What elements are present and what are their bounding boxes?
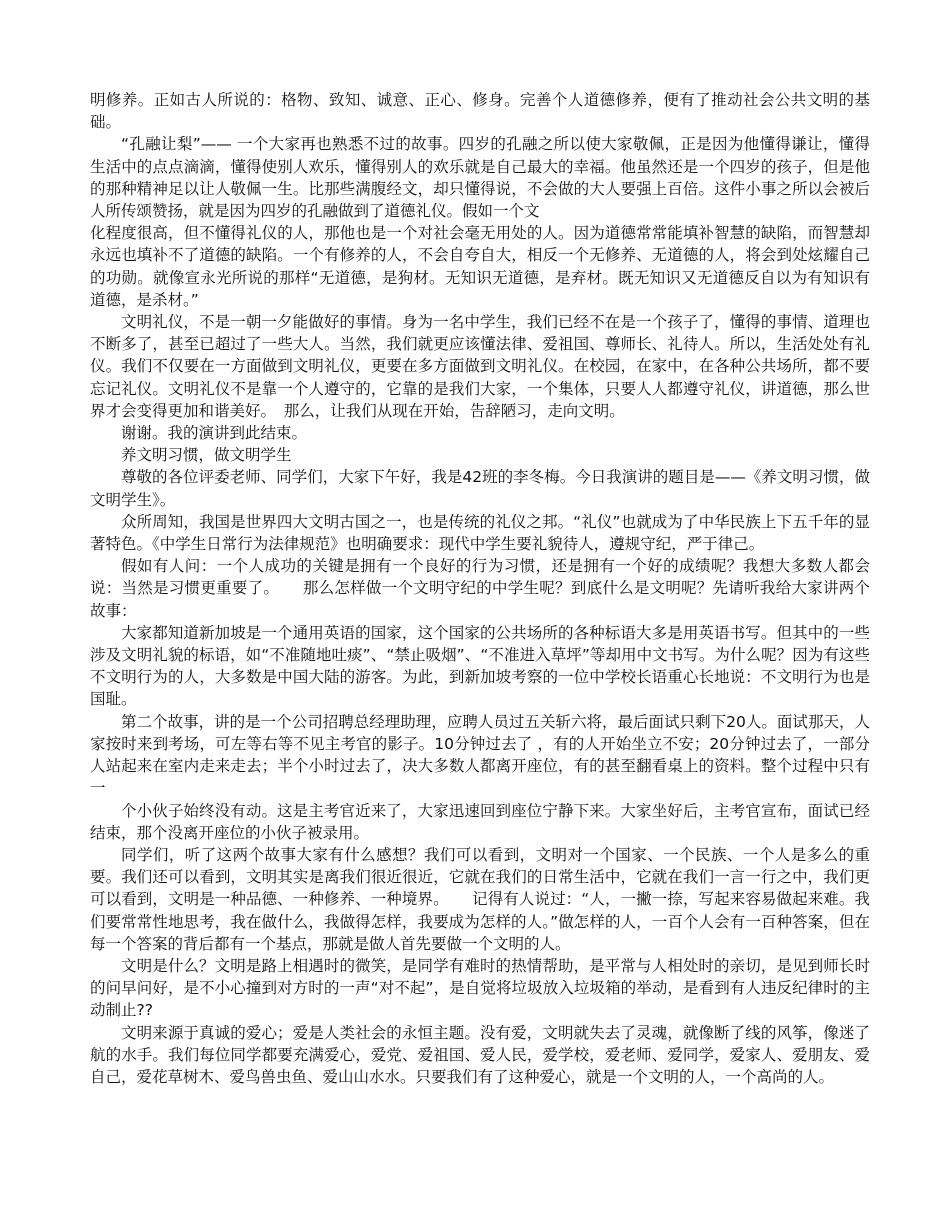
paragraph-9: 假如有人问：一个人成功的关键是拥有一个良好的行为习惯，还是拥有一个好的成绩呢？我想大多数人都会说：当然是习惯更重要了。 那么怎样做一个文明守纪的中学生呢？到底什么是文明呢？先请听我给大家讲两个故事： — [90, 557, 870, 620]
paragraph-7: 尊敬的各位评委老师、同学们，大家下午好，我是42班的李冬梅。今日我演讲的题目是——《养文明习惯，做文明学生》。 — [90, 468, 870, 509]
paragraph-11: 第二个故事，讲的是一个公司招聘总经理助理，应聘人员过五关斩六将，最后面试只剩下20人。面试那天，人家按时来到考场，可左等右等不见主考官的影子。10分钟过去了 ，有的人开始坐立不安；20分钟过去了，一部分人站起来在室内走来走去；半个小时过去了，决大多数人都离开座位，有的甚至翻看桌上的资料。整个过程中只有一 — [90, 712, 870, 798]
paragraph-12: 个小伙子始终没有动。这是主考官近来了，大家迅速回到座位宁静下来。大家坐好后，主考官宣布，面试已经结束，那个没离开座位的小伙子被录用。 — [90, 801, 870, 842]
paragraph-15: 文明来源于真诚的爱心；爱是人类社会的永恒主题。没有爱，文明就失去了灵魂，就像断了线的风筝，像迷了航的水手。我们每位同学都要充满爱心，爱党、爱祖国、爱人民，爱学校，爱老师、爱同学，爱家人、爱朋友、爱自己，爱花草树木、爱鸟兽虫鱼、爱山山水水。只要我们有了这种爱心，就是一个文明的人，一个高尚的人。 — [90, 1023, 870, 1086]
speech-title: 养文明习惯，做文明学生 — [121, 446, 292, 465]
paragraph-1: 明修养。正如古人所说的：格物、致知、诚意、正心、修身。完善个人道德修养，便有了推动社会公共文明的基础。 — [90, 91, 870, 132]
paragraph-8: 众所周知，我国是世界四大文明古国之一，也是传统的礼仪之邦。“礼仪”也就成为了中华民族上下五千年的显著特色。《中学生日常行为法律规范》也明确要求：现代中学生要礼貌待人，遵规守纪，严于律己。 — [90, 512, 870, 554]
paragraph-4: 文明礼仪，不是一朝一夕能做好的事情。身为一名中学生，我们已经不在是一个孩子了，懂得的事情、道理也不断多了，甚至已超过了一些大人。当然，我们就更应该懂法律、爱祖国、尊师长、礼待人。所以，生活处处有礼仪。我们不仅要在一方面做到文明礼仪，更要在多方面做到文明礼仪。在校园，在家中，在各种公共场所，都不要忘记礼仪。文明礼仪不是靠一个人遵守的，它靠的是我们大家，一个集体，只要人人都遵守礼仪，讲道德，那么世界才会变得更加和谐美好。 那么，让我们从现在开始，告辞陋习，走向文明。 — [90, 313, 870, 420]
document-body — [90, 89, 870, 1088]
paragraph-3: 化程度很高，但不懂得礼仪的人，那他也是一个对社会毫无用处的人。因为道德常常能填补智慧的缺陷，而智慧却永远也填补不了道德的缺陷。一个有修养的人，不会自夸自大，相反一个无修养、无道德的人，将会到处炫耀自己的功勋。就像宣永光所说的那样“无道德，是狗材。无知识无道德，是弃材。既无知识又无道德反自以为有知识有道德，是杀材。” — [90, 224, 870, 309]
paragraph-5: 谢谢。我的演讲到此结束。 — [121, 424, 308, 443]
paragraph-2: “孔融让梨”—— 一个大家再也熟悉不过的故事。四岁的孔融之所以使大家敬佩，正是因为他懂得谦让，懂得生活中的点点滴滴，懂得使别人欢乐，懂得别人的欢乐就是自己最大的幸福。他虽然还是一个四岁的孩子，但是他的那种精神足以让人敬佩一生。比那些满腹经文，却只懂得说，不会做的大人要强上百倍。这件小事之所以会被后人所传颂赞扬，就是因为四岁的孔融做到了道德礼仪。假如一个文 — [90, 135, 870, 221]
paragraph-13: 同学们，听了这两个故事大家有什么感想？我们可以看到，文明对一个国家、一个民族、一个人是多么的重要。我们还可以看到，文明其实是离我们很近很近，它就在我们的日常生活中，它就在我们一言一行之中，我们更可以看到，文明是一种品德、一种修养、一种境界。 记得有人说过：“人，一撇一捺，写起来容易做起来难。我们要常常性地思考，我在做什么，我做得怎样，我要成为怎样的人。”做怎样的人，一百个人会有一百种答案，但在每一个答案的背后都有一个基点，那就是做人首先要做一个文明的人。 — [90, 845, 870, 953]
paragraph-14: 文明是什么？文明是路上相遇时的微笑，是同学有难时的热情帮助，是平常与人相处时的亲切，是见到师长时的问早问好，是不小心撞到对方时的一声“对不起”，是自觉将垃圾放入垃圾箱的举动，是看到有人违反纪律时的主动制止?? — [90, 956, 870, 1020]
paragraph-10: 大家都知道新加坡是一个通用英语的国家，这个国家的公共场所的各种标语大多是用英语书写。但其中的一些涉及文明礼貌的标语，如“不准随地吐痰”、“禁止吸烟”、“不准进入草坪”等却用中文书写。为什么呢？因为有这些不文明行为的人，大多数是中国大陆的游客。为此，到新加坡考察的一位中学校长语重心长地说：不文明行为也是国耻。 — [90, 623, 870, 709]
